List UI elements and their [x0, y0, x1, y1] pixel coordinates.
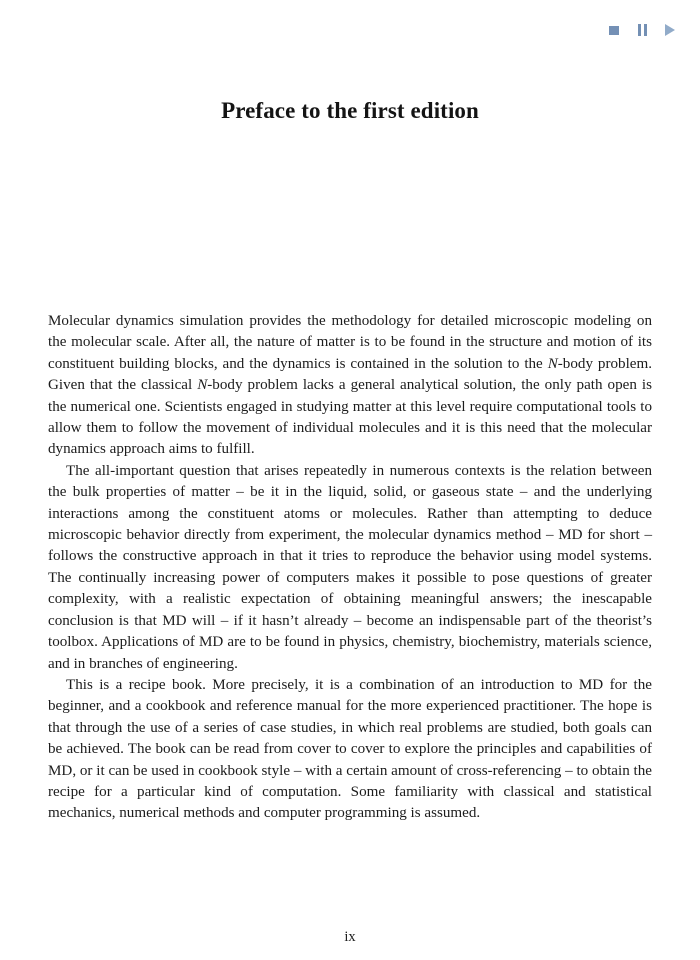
- italic-symbol: N: [197, 377, 208, 394]
- body-text: [48, 311, 652, 825]
- paragraph: Molecular dynamics simulation provides the methodology for detailed microscopic modeling on the molecular scale. After all, the nature of matter is to be found in the structure and motion of its constituent building blocks, and the dynamics is contained in the solution to the N-body problem. Given that the classical N-body problem lacks a general analytical solution, the only path open is the numerical one. Scientists engaged in studying matter at this level require computational tools to allow them to follow the movement of individual molecules and it is this need that the molecular dynamics approach aims to fulfill.: [48, 313, 653, 458]
- page-title: Preface to the first edition: [221, 98, 479, 123]
- paragraph: This is a recipe book. More precisely, it is a combination of an introduction to MD for the beginner, and a cookbook and reference manual for the more experienced practitioner. The hope is that through the use of a series of case studies, in which real problems are studied, both goals can be achieved. The book can be read from cover to cover to explore the principles and capabilities of MD, or it can be used in cookbook style – with a certain amount of cross-referencing – to obtain the recipe for a particular kind of computation. Some familiarity with classical and statistical mechanics, numerical methods and computer programming is assumed.: [48, 676, 652, 822]
- italic-symbol: N: [547, 355, 558, 372]
- paragraph: The all-important question that arises repeatedly in numerous contexts is the relation between the bulk properties of matter – be it in the liquid, solid, or gaseous state – and the underlying interactions among the constituent atoms or molecules. Rather than attempting to deduce microscopic behavior directly from experiment, the molecular dynamics method – MD for short – follows the constructive approach in that it tries to reproduce the behavior using model systems. The continually increasing power of computers makes it possible to pose questions of greater complexity, with a realistic expectation of obtaining meaningful answers; the inescapable conclusion is that MD will – if it hasn’t already – become an indispensable part of the theorist’s toolbox. Applications of MD are to be found in physics, chemistry, biochemistry, materials science, and in branches of engineering.: [48, 462, 652, 672]
- page-number: ix: [344, 929, 356, 945]
